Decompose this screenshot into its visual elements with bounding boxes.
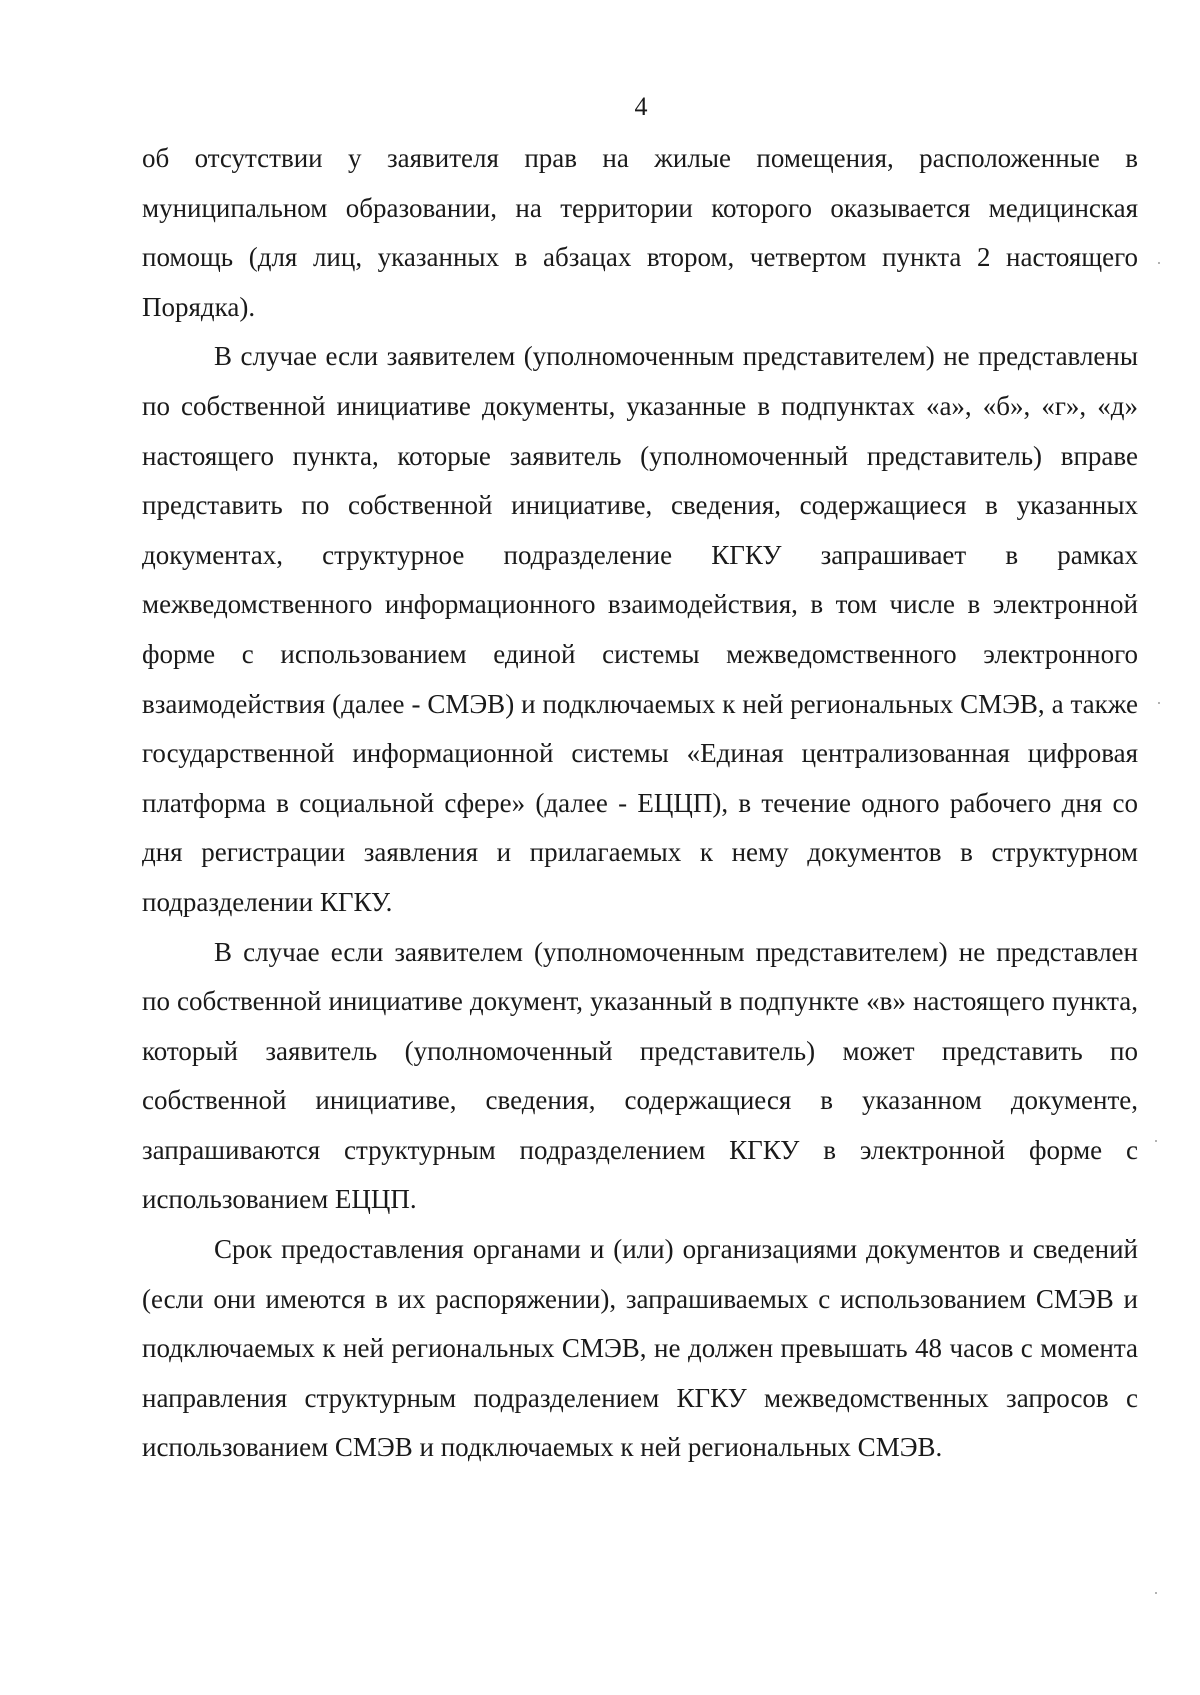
page-number: 4 <box>634 92 648 121</box>
scan-speck <box>1155 1592 1157 1594</box>
document-body <box>142 134 1138 1473</box>
paragraph-interagency-request: В случае если заявителем (уполномоченным представителем) не представлены по собственной инициативе документы, указанные в подпунктах «а», «б», «г», «д» настоящего пункта, которые заявитель (уполномоченный представитель) вправе представить по собственной инициативе, сведения, содержащиеся в указанных документах, структурное подразделение КГКУ запрашивает в рамках межведомственного информационного взаимодействия, в том числе в электронной форме с использованием единой системы межведомственного электронного взаимодействия (далее - СМЭВ) и подключаемых к ней региональных СМЭВ, а также государственной информационной системы «Единая централизованная цифровая платформа в социальной сфере» (далее - ЕЦЦП), в течение одного рабочего дня со дня регистрации заявления и прилагаемых к нему документов в структурном подразделении КГКУ. <box>142 341 1138 917</box>
scan-speck <box>1158 262 1160 264</box>
paragraph-ecdp-request: В случае если заявителем (уполномоченным представителем) не представлен по собственной инициативе документ, указанный в подпункте «в» настоящего пункта, который заявитель (уполномоченный представитель) может представить по собственной инициативе, сведения, содержащиеся в указанном документе, запрашиваются структурным подразделением КГКУ в электронной форме с использованием ЕЦЦП. <box>142 936 1138 1215</box>
paragraph-response-deadline: Срок предоставления органами и (или) организациями документов и сведений (если они имеются в их распоряжении), запрашиваемых с использованием СМЭВ и подключаемых к ней региональных СМЭВ, не должен превышать 48 часов с момента направления структурным подразделением КГКУ межведомственных запросов с использованием СМЭВ и подключаемых к ней региональных СМЭВ. <box>142 1234 1138 1463</box>
scan-speck <box>1158 702 1160 704</box>
scan-speck <box>1155 1140 1157 1142</box>
paragraph-continuation: об отсутствии у заявителя прав на жилые помещения, расположенные в муниципальном образовании, на территории которого оказывается медицинская помощь (для лиц, указанных в абзацах втором, четвертом пункта 2 настоящего Порядка). <box>142 143 1138 322</box>
